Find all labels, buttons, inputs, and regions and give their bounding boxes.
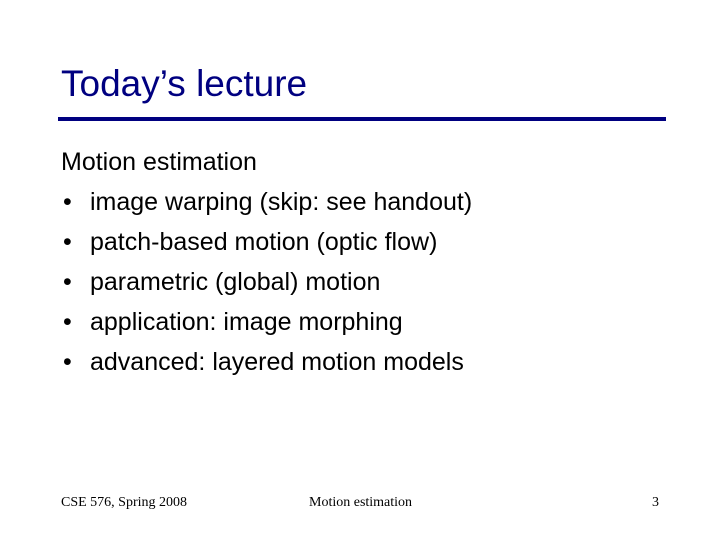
bullet-text: advanced: layered motion models (90, 348, 464, 376)
slide-body (61, 142, 681, 382)
bullet-list (61, 182, 681, 382)
bullet-item (61, 302, 681, 342)
title-underline (58, 117, 666, 121)
bullet-text: image warping (skip: see handout) (90, 188, 473, 216)
bullet-item (61, 262, 681, 302)
bullet-text: application: image morphing (90, 308, 403, 336)
footer-topic: Motion estimation (309, 495, 413, 510)
bullet-text: parametric (global) motion (90, 268, 381, 296)
bullet-icon: • (63, 228, 72, 256)
bullet-icon: • (63, 188, 72, 216)
bullet-item (61, 342, 681, 382)
bullet-icon: • (63, 268, 72, 296)
bullet-text: patch-based motion (optic flow) (90, 228, 438, 256)
bullet-item (61, 222, 681, 262)
bullet-item (61, 182, 681, 222)
footer-page-number: 3 (652, 495, 659, 510)
footer-course: CSE 576, Spring 2008 (61, 495, 188, 510)
bullet-icon: • (63, 348, 72, 376)
bullet-icon: • (63, 308, 72, 336)
section-heading: Motion estimation (61, 148, 257, 176)
slide-title: Today’s lecture (61, 63, 308, 104)
